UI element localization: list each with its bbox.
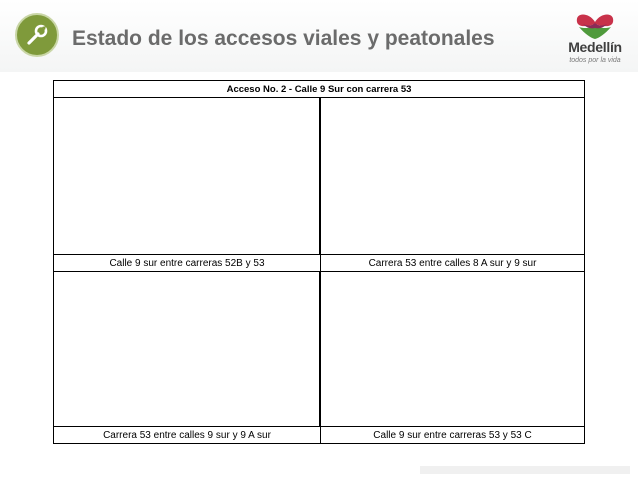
logo-name: Medellín	[568, 39, 622, 55]
logo-tagline: todos por la vida	[569, 57, 621, 64]
page-title: Estado de los accesos viales y peatonales	[72, 27, 495, 50]
medellin-logo	[560, 8, 630, 68]
photo-placeholder-1	[54, 98, 321, 255]
photo-placeholder-4	[321, 272, 585, 427]
photo-caption-2: Carrera 53 entre calles 8 A sur y 9 sur	[321, 255, 585, 272]
table-header: Acceso No. 2 - Calle 9 Sur con carrera 53	[54, 81, 585, 98]
heart-logo-icon	[569, 10, 621, 40]
wrench-badge	[15, 13, 59, 57]
access-status-table	[53, 80, 585, 444]
footer-bar	[420, 466, 630, 474]
photo-caption-1: Calle 9 sur entre carreras 52B y 53	[54, 255, 321, 272]
photo-caption-3: Carrera 53 entre calles 9 sur y 9 A sur	[54, 427, 321, 444]
wrench-icon	[25, 23, 49, 47]
photo-caption-4: Calle 9 sur entre carreras 53 y 53 C	[321, 427, 585, 444]
photo-placeholder-3	[54, 272, 321, 427]
photo-placeholder-2	[321, 98, 585, 255]
